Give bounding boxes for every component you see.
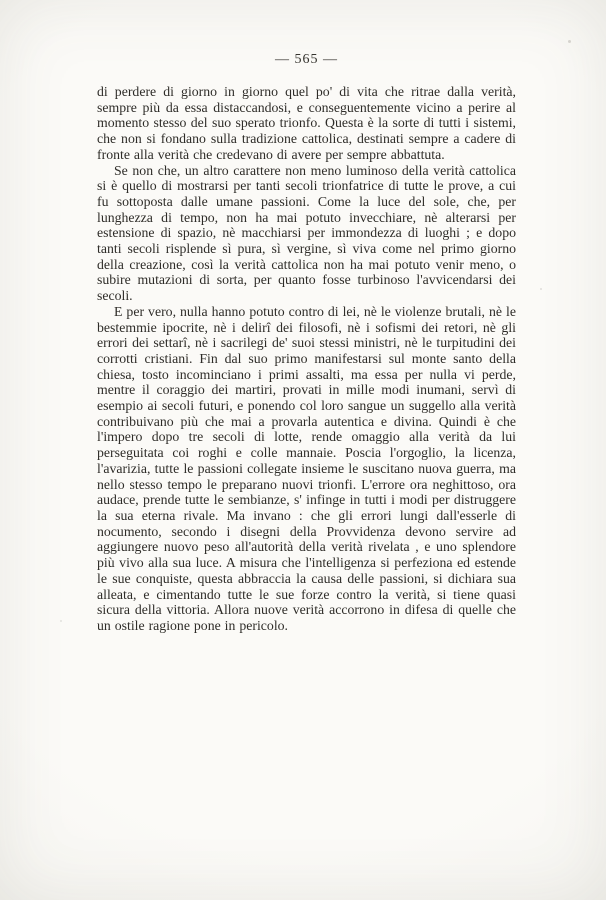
- body-text: [97, 84, 516, 634]
- page-number: — 565 —: [275, 52, 338, 67]
- paragraph-continuation: di perdere di giorno in giorno quel po' di vita che ritrae dalla verità, sempre più da essa distaccandosi, e conseguentemente vicino a perire al momento stesso del suo sperato trionfo. Questa è la sorte di tutti i sistemi, che non si fondano sulla tradizione cattolica, destinati sempre a cadere di fronte alla verità che credevano di avere per sempre abbattuta.: [97, 84, 516, 162]
- paragraph: E per vero, nulla hanno potuto contro di lei, nè le violenze brutali, nè le bestemmie ipocrite, nè i delirî dei filosofi, nè i sofismi dei retori, nè gli errori dei settarî, nè i sacrilegi de' suoi stessi ministri, nè le turpitudini dei corrotti cristiani. Fin dal suo primo manifestarsi sul monte santo della chiesa, tosto incominciano i primi assalti, ma essa per nulla vi perde, mentre il coraggio dei martiri, provati in mille modi inumani, servì di esempio ai secoli futuri, e ponendo col loro sangue un suggello alla verità contribuivano più che mai a provarla autentica e divina. Quindi è che l'impero dopo tre secoli di lotte, rende omaggio alla verità da lui perseguitata coi roghi e colle mannaie. Poscia l'orgoglio, la licenza, l'avarizia, tutte le passioni collegate insieme le suscitano nuova guerra, ma nello stesso tempo le preparano nuovi trionfi. L'errore ora neghittoso, ora audace, prende tutte le sembianze, s' infinge in tutti i modi per distruggere la sua eterna rivale. Ma invano : che gli errori lungi dall'esserle di nocumento, secondo i disegni della Provvidenza devono servire ad aggiungere nuovo peso all'autorità della verità rivelata , e uno splendore più vivo alla sua luce. A misura che l'intelligenza si perfeziona ed estende le sue conquiste, questa abbraccia la causa delle passioni, si dichiara sua alleata, e cimentando tutte le sue forze contro la verità, si tiene quasi sicura della vittoria. Allora nuove verità accorrono in difesa di quelle che un ostile ragione pone in pericolo.: [97, 303, 516, 633]
- paragraph: Se non che, un altro carattere non meno luminoso della verità cattolica si è quello di mostrarsi per tanti secoli trionfatrice di tutte le prove, a cui fu sottoposta dalle umane passioni. Come la luce del sole, che, per lunghezza di tempo, non ha mai potuto invecchiare, nè alterarsi per estensione di spazio, nè macchiarsi per immondezza di luoghi ; e dopo tanti secoli risplende sì pura, sì vergine, sì viva come nel primo giorno della creazione, così la verità cattolica non ha mai potuto venir meno, o subire mutazioni di sorta, per quanto fosse turbinoso l'avvicendarsi dei secoli.: [97, 162, 516, 304]
